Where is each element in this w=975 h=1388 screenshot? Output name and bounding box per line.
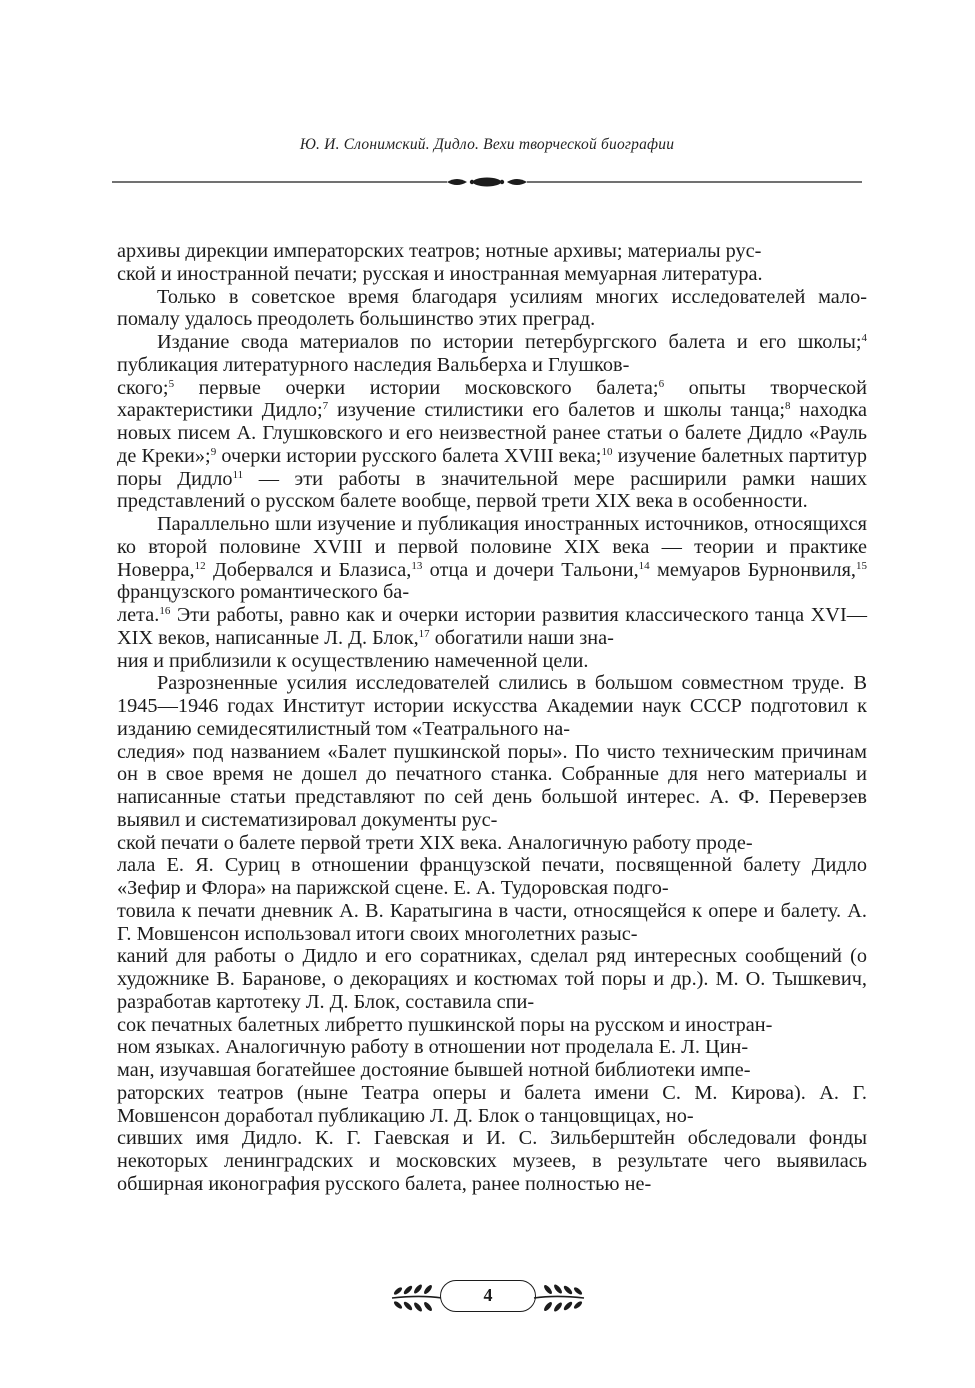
page-footer bbox=[388, 1276, 588, 1316]
footnote-ref[interactable]: 6 bbox=[658, 377, 665, 390]
footnote-ref[interactable]: 12 bbox=[194, 559, 206, 572]
footnote-ref[interactable]: 10 bbox=[601, 445, 613, 458]
footnote-ref[interactable]: 13 bbox=[411, 559, 423, 572]
paragraph: Издание свода материалов по истории петербургского балета и его школы;$^4$ публикация литературного наследия Вальберха и Глушков- ского;$^5$ первые очерки истории московского балета;$^6$ опыты творческой характеристики Дидло;$^7$ изучение стилистики его балетов и школы танца;$^8$ находка новых писем А. Глушковского и его неизвестной ранее статьи о балете Дидло «Рауль де Креки»;$^9$ очерки истории русского балета XVIII века;$^{10}$ изучение балетных партитур поры Дидло$^{11}$ — эти работы в значительной мере расширили рамки наших представлений о русском балете вообще, первой трети XIX века в особенности. bbox=[117, 331, 868, 513]
paragraph: Только в советское время благодаря усилиям многих исследователей мало-помалу удалось преодолеть большинство этих преград. bbox=[117, 285, 867, 331]
footnote-ref[interactable]: 7 bbox=[322, 400, 329, 413]
footnote-ref[interactable]: 16 bbox=[159, 605, 171, 617]
footnote-ref[interactable]: 4 bbox=[861, 332, 867, 344]
body-text bbox=[117, 240, 867, 1196]
running-head: Ю. И. Слонимский. Дидло. Вехи творческой биографии bbox=[299, 136, 675, 153]
paragraph: Разрозненные усилия исследователей слились в большом совместном труде. В 1945—1946 годах Институт истории искусства Академии наук СССР подготовил к изданию семидесятилистный том «Театрального на- следия» под названием «Балет пушкинской поры». По чисто техническим причинам он в свое время не дошел до печатного станка. Собранные для него материалы и написанные статьи представляют по сей день большой интерес. А. Ф. Переверзев выявил и систематизировал документы рус- ской печати о балете первой трети XIX века. Аналогичную работу проде- лала Е. Я. Суриц в отношении французской печати, посвященной балету Дидло «Зефир и Флора» на парижской сцене. Е. А. Тудоровская подго- товила к печати дневник А. В. Каратыгина в части, относящейся к опере и балету. А. Г. Мовшенсон использовал итоги своих многолетних разыс- каний для работы о Дидло и его соратниках, сделал ряд интересных сообщений (о художнике В. Баранове, о декорациях и костюмах той поры и др.). М. О. Тышкевич, разработав картотеку Л. Д. Блок, составила спи- сок печатных балетных либретто пушкинской поры на русском и иностран- ном языках. Аналогичную работу в отношении нот проделала Е. Л. Цин- ман, изучавшая богатейшее достояние бывшей нотной библиотеки импе- раторских театров (ныне Театра оперы и балета имени С. М. Кирова). А. Г. Мовшенсон доработал публикацию Л. Д. Блок о танцовщицах, но- сивших имя Дидло. К. Г. Гаевская и И. С. Зильберштейн обследовали фонды некоторых ленинградских и московских музеев, в результате чего выявилась обширная иконография русского балета, ранее полностью не- bbox=[117, 672, 867, 1195]
footnote-ref[interactable]: 9 bbox=[210, 445, 217, 458]
footnote-ref[interactable]: 5 bbox=[168, 377, 175, 390]
footnote-ref[interactable]: 11 bbox=[232, 468, 244, 481]
page-number: 4 bbox=[440, 1280, 536, 1312]
ornamental-rule bbox=[112, 176, 862, 188]
laurel-right-icon bbox=[532, 1278, 588, 1314]
paragraph: Параллельно шли изучение и публикация иностранных источников, относящихся ко второй половине XVIII и первой половине XIX века — теории и практике Новерра,$^{12}$ Добервался и Блазиса,$^{13}$ отца и дочери Тальони,$^{14}$ мемуаров Бурнонвиля,$^{15}$ французского романтического ба- лета.$^{16}$ Эти работы, равно как и очерки истории развития классического танца XVI—XIX веков, написанные Л. Д. Блок,$^{17}$ обогатили наши зна- ния и приблизили к осуществлению намеченной цели. bbox=[117, 513, 867, 672]
footnote-ref[interactable]: 8 bbox=[785, 400, 791, 413]
footnote-ref[interactable]: 14 bbox=[638, 559, 650, 572]
footnote-ref[interactable]: 17 bbox=[418, 627, 430, 640]
paragraph: архивы дирекции императорских театров; нотные архивы; материалы рус- ской и иностранной печати; русская и иностранная мемуарная литература. bbox=[117, 240, 763, 285]
laurel-left-icon bbox=[388, 1278, 444, 1314]
footnote-ref[interactable]: 15 bbox=[856, 559, 867, 572]
